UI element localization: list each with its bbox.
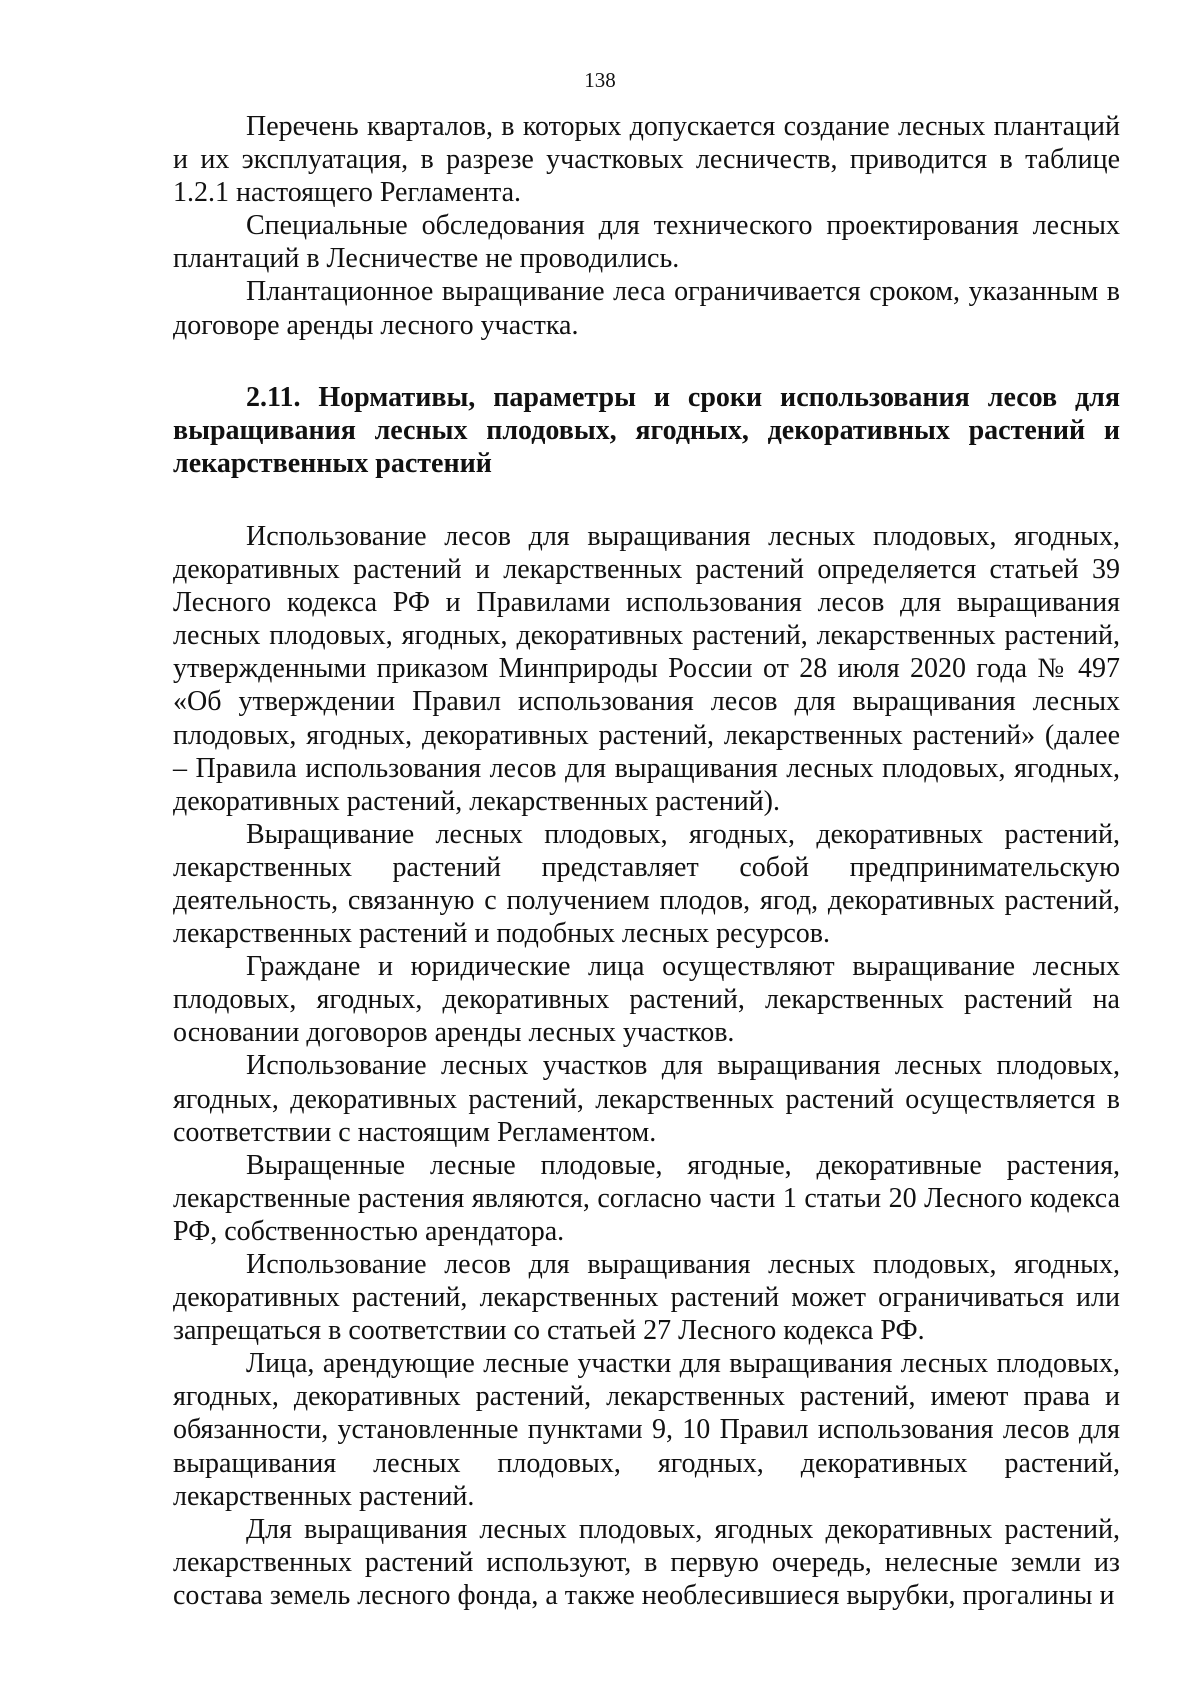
paragraph: Использование лесных участков для выращивания лесных плодовых, ягодных, декоративных растений, лекарственных растений осуществляется в соответствии с настоящим Регламентом. xyxy=(173,1050,1120,1148)
page-number: 138 xyxy=(584,68,616,92)
paragraph: Специальные обследования для технического проектирования лесных плантаций в Лесничестве не проводились. xyxy=(173,210,1120,275)
paragraph: Перечень кварталов, в которых допускается создание лесных плантаций и их эксплуатация, в разрезе участковых лесничеств, приводится в таблице 1.2.1 настоящего Регламента. xyxy=(173,111,1120,209)
paragraph: Граждане и юридические лица осуществляют выращивание лесных плодовых, ягодных, декоративных растений, лекарственных растений на основании договоров аренды лесных участков. xyxy=(173,951,1120,1049)
paragraph: Использование лесов для выращивания лесных плодовых, ягодных, декоративных растений и лекарственных растений определяется статьей 39 Лесного кодекса РФ и Правилами использования лесов для выращивания лесных плодовых, ягодных, декоративных растений, лекарственных растений, утвержденными приказом Минприроды России от 28 июля 2020 года № 497 «Об утверждении Правил использования лесов для выращивания лесных плодовых, ягодных, декоративных растений, лекарственных растений» (далее – Правила использования лесов для выращивания лесных плодовых, ягодных, декоративных растений, лекарственных растений). xyxy=(173,520,1120,817)
section-heading: 2.11. Нормативы, параметры и сроки использования лесов для выращивания лесных плодовых, ягодных, декоративных растений и лекарственных растений xyxy=(173,381,1120,479)
paragraph: Лица, арендующие лесные участки для выращивания лесных плодовых, ягодных, декоративных растений, лекарственных растений, имеют права и обязанности, установленные пунктами 9, 10 Правил использования лесов для выращивания лесных плодовых, ягодных, декоративных растений, лекарственных растений. xyxy=(173,1348,1120,1512)
paragraph: Использование лесов для выращивания лесных плодовых, ягодных, декоративных растений, лекарственных растений может ограничиваться или запрещаться в соответствии со статьей 27 Лесного кодекса РФ. xyxy=(173,1249,1120,1347)
paragraph: Плантационное выращивание леса ограничивается сроком, указанным в договоре аренды лесного участка. xyxy=(173,276,1120,341)
paragraph: Выращенные лесные плодовые, ягодные, декоративные растения, лекарственные растения являются, согласно части 1 статьи 20 Лесного кодекса РФ, собственностью арендатора. xyxy=(173,1149,1120,1247)
paragraph: Выращивание лесных плодовых, ягодных, декоративных растений, лекарственных растений представляет собой предпринимательскую деятельность, связанную с получением плодов, ягод, декоративных растений, лекарственных растений и подобных лесных ресурсов. xyxy=(173,818,1120,950)
page-content xyxy=(173,110,1120,1612)
paragraph: Для выращивания лесных плодовых, ягодных декоративных растений, лекарственных растений используют, в первую очередь, нелесные земли из состава земель лесного фонда, а также необлесившиеся вырубки, прогалины и xyxy=(173,1513,1120,1611)
